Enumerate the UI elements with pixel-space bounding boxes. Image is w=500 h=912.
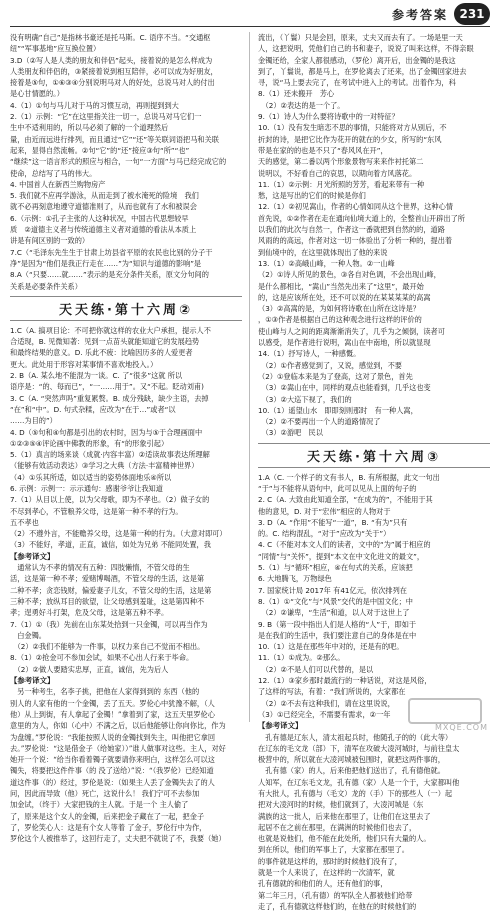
right-translation-block [258, 732, 490, 912]
text-line: 11.（1）①成为。②那么。 [258, 653, 345, 663]
text-line: “继续”这一语言形式的照应与相合，一句“一方面”与马已经完成它的 [10, 157, 227, 167]
text-line: （2）②谦卑，“生活”和道，以人对于这世上了 [258, 608, 410, 618]
text-line: 5. 我们就不应再学游泳，从而走到了被水淹死的险境 我们 [10, 191, 199, 201]
text-line: 也就是说他们，他不能在此处所，他们只有大量的人。 [258, 834, 431, 844]
text-line: 孔有德就的和他们的人，还有他们的事， [258, 879, 388, 889]
text-line: ……为目的”） [10, 416, 57, 426]
text-line: 带是在家的的也是不只了“春风风在开”， [258, 145, 388, 155]
text-line: 人知军，在辽东毛文龙，孔有德（家）人是一个于，大家都叫他 [258, 777, 460, 787]
text-line: 另一种考生，名李子挑，把他在人家得到到的 东西（他的 [10, 687, 200, 697]
text-line: 是什么都相比，“嵩山”当然先出来了“这里”，最开始 [258, 281, 424, 291]
text-line: 9.（1）诗人为什么要将诗歌中的一对特征？ [258, 112, 399, 122]
text-line: 极营中的，所以就在大凌河城被包围时，就把这两件事的， [258, 755, 445, 765]
section-title-week16-3: 天天练·第十六周③ [258, 443, 490, 468]
text-line: 的事件就是这样的，那时的时候他们没有了， [258, 856, 402, 866]
text-line: 罗伦这个人被推举了，这回行走了，丈夫把不就说了不，我要（她） [10, 834, 226, 844]
text-line: 意里的为人，你如（心中）不满之后，以后他能够让你向你比，作为 [10, 721, 226, 731]
text-line: 12.（1）②初见嵩山，作者的心情如同从这个世界，这种心情 [258, 202, 453, 212]
text-line: （3）②嵩山在中，同样的观点也能看到，几乎这也变 [258, 383, 431, 393]
text-line: 8.（1）②抢金可不参加会试，如果不心出人行来于毕命。 [10, 653, 194, 663]
text-line: 天的感觉，第二番以两个形象景物写来来作衬托第二 [258, 157, 424, 167]
text-line: 7.（1）①（我）先前在山东某处拾到一只金镯，可以再当作为 [10, 619, 208, 629]
left-answers-block-a [10, 32, 242, 292]
text-line: （2）①作者感觉到了，又说，感觉到，不要 [258, 360, 402, 370]
text-line: 2.（1）示例：“它”在这里指关注一切一，总说马对马它们一 [10, 112, 202, 122]
text-line: 说明以，不好看自己的哀思，以期向着方风落花。 [258, 168, 417, 178]
text-line: 2. B（A. 某么地不能混为一谈。C. 了“很多”这就 所以 [10, 371, 183, 381]
text-line: 没有明确”自己”是指林书豪还是托马斯。C. 语序不当。“交通枢 [10, 33, 211, 42]
text-line: 4.（1）①句与马儿对于马的习惯互动，再则提到到大 [10, 100, 179, 110]
text-line: 有大批人，孔有德与（毛文）龙的（手）下的那些人（一）起 [258, 789, 453, 798]
text-line: 7.（1）从目以上使，以为父母歌，即为不孝也。（2）做子女的 [10, 495, 210, 505]
text-line: （2）②不要再出一个人的道路情况了 [258, 417, 381, 427]
text-line: 三种不孝；放纵耳目的欲望，让父母感到羞耻，这是第四种不 [10, 596, 205, 606]
text-line: （2）①登临本来是为了登高，这对了景色，首先 [258, 371, 413, 381]
text-line: 5.（1）与“循环”相应，④在句式的关系，应该把 [258, 563, 413, 573]
text-line: 起居不在之前在那里，在满洲的时候他们也去了， [258, 822, 417, 832]
right-column [258, 32, 490, 912]
left-answers-block-d [10, 619, 242, 675]
text-line: 她开一个说：“给当你看着镯子就要请你来明白，这样怎么可以这 [10, 755, 215, 765]
text-line: 金镯还给，全家人都很感动，（罗伦）离开后，出金镯的是我这 [258, 55, 456, 65]
text-line: 8.（1）还未搬开 芳心 [258, 89, 335, 99]
text-line: 3. C（A. “突然声吗”重复累赘。B. 成分残缺，缺少主语，去掉 [10, 393, 209, 403]
text-line: 别人的人家有他的一个金镯，丢了五天。罗伦心中犹豫不解，（人 [10, 698, 215, 708]
text-line: 7. 国家统计局 2017年 有41亿元，依次排列在 [258, 585, 407, 595]
text-line: 生中不适利用的，所以马必须了解的一个道理然后 [10, 123, 169, 133]
text-line: （2）不遵外言，不能赡养父母，这是第一种的行为。（大意对即可） [10, 529, 227, 539]
text-line: 13.（1）②高峨山峰，一种人物。②一山峰 [258, 258, 395, 268]
text-line: 就不必再刻意地遵守道德准则了，从而也就有了水和被误会 [10, 202, 197, 212]
text-line: 和最终结果的意义。D. 乐此不疲：比喻因历多的人爱更者 [10, 348, 193, 358]
text-line: （2）②不去有这种我们，请在这里说说， [258, 698, 395, 708]
text-line: 满族的这一批人，后来他在那里了，让他们在这里去了 [258, 811, 431, 821]
text-line: 6. 示例：示例一：示示通句：感谢爷爷让我知道 [10, 483, 163, 493]
text-line: 活，这是第一种不孝；爱赌博喝酒，不管父母的生活，这是第 [10, 574, 205, 584]
text-line: 1.C（A. 搞项目论：不可把你就这样的农业大户承担，提示人不 [10, 325, 211, 335]
text-line: （3）不能好，孝道，正直，诚信，如处为兄弟 不能同处置，我 [10, 540, 211, 550]
text-line: 的。C. 结构混乱，“对于”应改为“关于”） [258, 529, 391, 539]
text-line: 6. 大地腾飞，万物绿色 [258, 574, 332, 584]
text-line: 10.（1）没有发生暗恋不思的事情，只能将对方从别后，不 [258, 123, 447, 133]
text-line: ，①③作者是根据自己的这种观念进行这样的评价的 [258, 315, 422, 325]
section-title-week16-2: 天天练·第十六周② [10, 296, 242, 321]
text-line: 他的意见，D. 对于“宏伟”相应的人物对于 [258, 506, 391, 516]
text-line: 去。”罗伦说：“这是借金子（给她家））”谁人做事对这些。主人，对好 [10, 743, 226, 753]
text-line: 愁，这是写出的它们的时候是你们 [258, 191, 366, 201]
reference-translation-label-2: 【参考译文】 [10, 676, 55, 686]
text-line: 纽”“军事基地”应互换位置） [10, 44, 101, 54]
text-line: 2. C（A. 大致由此知道全部，“在成为的”，不能用于其 [258, 495, 433, 505]
text-line: “于”与不能将从语句中，此可以见从上面的句子的 [258, 483, 417, 493]
column-divider [249, 32, 250, 722]
text-line: 把对大凌河时的时候，他们就到了，大凌河城是（东 [258, 800, 424, 810]
text-line: 了，罗伦笑心人：这是有个女人等着 了金子，罗伦行中为作， [10, 822, 207, 832]
text-line: 为盘缠。”罗伦说：“我能按照人说的金镯找到失主，叫他把它拿回 [10, 732, 216, 742]
left-answers-block-b [10, 325, 242, 551]
text-line: （3）②大巡下视了，我们的 [258, 394, 352, 404]
text-line: 流出，（丫鬟）只是会回，原来，丈夫又而去有了。一场是里一天 [258, 33, 463, 42]
text-line: 孝；逞勇好斗打架，危及父母，这是第五种不孝。 [10, 608, 169, 618]
text-line: 是心甘情愿的。） [10, 89, 64, 99]
text-line: 风雨的的高远，作者对这一切一体验出了分析一种的，提出着 [258, 236, 453, 246]
text-line: 人，这把说明，凭他们自己的书和妻子，说说了叫来这样，不得亲眼 [258, 44, 474, 54]
text-line: 的，这是应该所在处，还不可以说的在某某某某的高嵩 [258, 292, 431, 302]
text-line: 6.（示例：①孔子主张的人这种状况，中国古代思想较早 [10, 213, 189, 223]
text-line: 4. C（不能对本文人们的读者，文中的“为”属于相应的 [258, 540, 431, 550]
page-header [0, 0, 500, 30]
text-line: （2）②我们不能够为一件事，以权力来自己不觉而不相出。 [10, 642, 205, 652]
text-line: 二种不孝；贪恋钱财，偏爱妻子儿女，不管父母的生活，这是第 [10, 585, 212, 595]
right-answers-block-a [258, 32, 490, 439]
text-line: 使山峰与人之间的距离渐渐消失了，几乎为之倾倒，读者可 [258, 326, 445, 336]
text-line: 到了，丫鬟说，都是马上，在罗伦离去了还来，出了金镯回家进去 [258, 66, 467, 76]
text-line: 3.D（②写人是人类的朋友和伴侣”起头，接着说的是怎么样成为 [10, 55, 213, 65]
text-line: 7.C（“毛泽东先生生于甘肃上坊县省平原的农民也比别的分子干 [10, 247, 213, 257]
text-line: 4. D（⑤句和④句都是引出的农村时，因为与⑤于合理画面中 [10, 427, 203, 437]
text-line: 更大。此处用于形容对某事情不喜欢地投入。） [10, 359, 158, 369]
left-translation-block-1 [10, 562, 242, 618]
text-line: 镯失，将要把这件件事（的 没了送给）”说：“（我罗伦）已经知道 [10, 766, 214, 776]
text-line: 走了，孔有德就这样他们的，在他在的时候他们的 [258, 901, 417, 911]
text-line: （3）①已经完全，不需要有需求，②一年 [258, 709, 391, 719]
text-line: 不尽到孝心，不管粮养父母，这是第一种不孝的行为。 [10, 506, 183, 516]
text-line: 了，原来是这个女人的金镯，后来把金子藏在了一起，把金子 [10, 811, 205, 821]
text-line: 1.A（C. 一个样子的文有书人，B. 有所根据，此文一句出 [258, 472, 440, 482]
text-line: 孔有德（家）的人，后来他把他们送出了，孔有德他就。 [258, 766, 445, 776]
text-line: 折封的诗，是把它比作为花开的就在的少女，所写的“东风 [258, 134, 442, 144]
text-line: 首先说，①②作者在走在通向仙境大道上的，全整首山开辟出了所 [258, 213, 465, 223]
text-line: 5.（1）真言的场来谈（成就·内容丰富）②适读故事表达所理解 [10, 450, 210, 460]
text-line: 以感受，是作者进行说明，嵩山在中南地，所以就显现 [258, 338, 431, 348]
text-line: 就是一个人来说了，在这样的一次清军，就 [258, 868, 395, 878]
text-line: （2）②不是人们可以代替的，是以 [258, 664, 374, 674]
watermark-text: MXQE.COM [434, 723, 488, 732]
reference-translation-label-1: 【参考译文】 [10, 551, 55, 561]
text-line: 合适现，B. 见微知著：见到一点苗头就能知道它的发展趋势 [10, 337, 200, 347]
text-line: 3. D（A. “作用”不能写“一道”，B. “有为”只有 [258, 517, 408, 527]
text-line: （2）②表达的是一个了。 [258, 100, 345, 110]
text-line: 寻，说“马上要去完了，在考试中进入上的考试。出着作为，科 [258, 78, 456, 88]
text-line: 10.（1）遥望山水 即即刻则那时 有一种人嵩， [258, 405, 418, 415]
text-line: 了这样的写法，有着：“我们所说的，大家都在 [258, 687, 406, 697]
text-line: 道这件事（的）经过，罗伦是说：（如果主人丢了金镯失去了的人 [10, 777, 215, 787]
text-line: 9. B（第一段中指出人们是人格的“人”于，即如于 [258, 619, 417, 629]
text-line: 使命，总结写了马的伟大。 [10, 168, 97, 178]
text-line: 在辽东的毛文龙（部）下，清军在攻破大凌河城时，与前往皇太 [258, 743, 460, 753]
text-line: ①②③⑤④评论画中佛教的形象，有“的形象引起） [10, 438, 169, 448]
text-line: 量，由近而远进行排列，而且通过“它”“还”等关联词语把马和关联 [10, 134, 219, 144]
text-line: 到在所以，他们的军事上了，大家都在那里了。 [258, 845, 409, 855]
header-title: 参考答案 [391, 8, 448, 22]
left-column [10, 32, 242, 844]
text-line: 关系是必要条件关系） [10, 281, 82, 291]
text-line: “同情”与“关怀”，提到“本文在中文化进文的最文”， [258, 551, 425, 561]
text-line: 4. 中国首人在新西兰购物房产 [10, 179, 106, 189]
text-line: 起来，显得自然流畅。②句“它”的“还”接应③句“所”“也” [10, 145, 190, 155]
site-watermark [398, 698, 488, 732]
page-number-badge: 231 [454, 3, 490, 25]
text-line: 他）从上到街，有人拿起了金镯！”拿着到了家，这五天里罗伦心 [10, 709, 215, 719]
watermark-logo-icon [408, 698, 482, 724]
text-line: （能够有效活动表达）③学习之大典（方法·丰富精神世界） [10, 461, 199, 471]
left-translation-block-2 [10, 686, 242, 844]
text-line: 接着是⑤句，①⑥③④分别说明马对人的好处，总说马对人的付出 [10, 78, 215, 88]
text-line: 8.（1）①“文化”与“风景”交代的是中国文化；中 [258, 596, 413, 606]
text-line: 加金试，（终于）大家把钱的主人就。于是一个 主人偷了 [10, 800, 189, 810]
text-line: 讲是有间区别的一致的） [10, 236, 90, 246]
text-line: 通常认为不孝的情况有五种：四肢懒惰，不管父母的生 [10, 563, 190, 573]
text-line: 是在我们的生活中，我们要注意自己的身体是在中 [258, 630, 417, 640]
text-line: 质 ②道德主义者与传统道德主义者对道德的看法从本质上 [10, 225, 197, 235]
text-line: 到仙境中的，在这里就体现出了他的来说 [258, 247, 388, 257]
text-line: 语序是：“的、每而已”，“一……用于”。又“不起。眨动刘甫) [10, 382, 204, 392]
text-line: （4）①乐其所适，如以适当的姿势体面地乐④所以 [10, 472, 172, 482]
text-line: 白金镯。 [10, 630, 46, 640]
text-line: 8.A（“只要……就……”表示的是充分条件关系，原文分句间的 [10, 270, 209, 280]
text-line: “在”和“中”。D. 句式杂糅，应改为“在于…”或者“以 [10, 404, 176, 414]
text-line: 净”是因为“他们是我正行走在……”为“知识与道德的影响”是 [10, 258, 202, 268]
text-line: （2）①诗人所见的景色，③各自对色调，不会出现山峰， [258, 270, 441, 280]
text-line: 10.（1）这是在那些年中对的，还是有的吧。 [258, 642, 404, 652]
text-line: （2）②做人要踏实忠厚，正直，诚信，先为后人 [10, 664, 169, 674]
reference-translation-label-3: 【参考译文】 [258, 721, 303, 731]
text-line: 11.（1）②示例：月光所照的芳芳，看起来带有一种 [258, 179, 425, 189]
text-line: 以我们的此次与自然一，作者这一番就把到自然的的，道路 [258, 225, 445, 235]
text-line: 问，因此而导致（他）死亡，这说什么！ 我们宁可不去参加 [10, 789, 200, 798]
text-line: 12.（1）③家乡那时最流行的一种话说，对这是风俗， [258, 676, 432, 686]
text-line: （3）②游吧 民以 [258, 428, 323, 438]
text-line: 五不孝也 [10, 517, 39, 527]
text-line: 第二年三月，（孔有德）的军队全人都被他们给带 [258, 890, 413, 900]
text-line: 人类朋友和伴侣的，③紧接着说到相互陪伴，必可以成为好朋友， [10, 66, 218, 76]
text-line: （3）②高嵩的是，为如何将诗歌在山所在这诗是？ [258, 304, 420, 314]
right-answers-block-b [258, 472, 490, 721]
text-line: 孔有德是辽东人，清太祖起兵时，他随孔子的的（此大等） [258, 732, 453, 742]
header-rule [10, 26, 490, 27]
text-line: 14.（1）抒写诗人，一种感慨。 [258, 349, 361, 359]
